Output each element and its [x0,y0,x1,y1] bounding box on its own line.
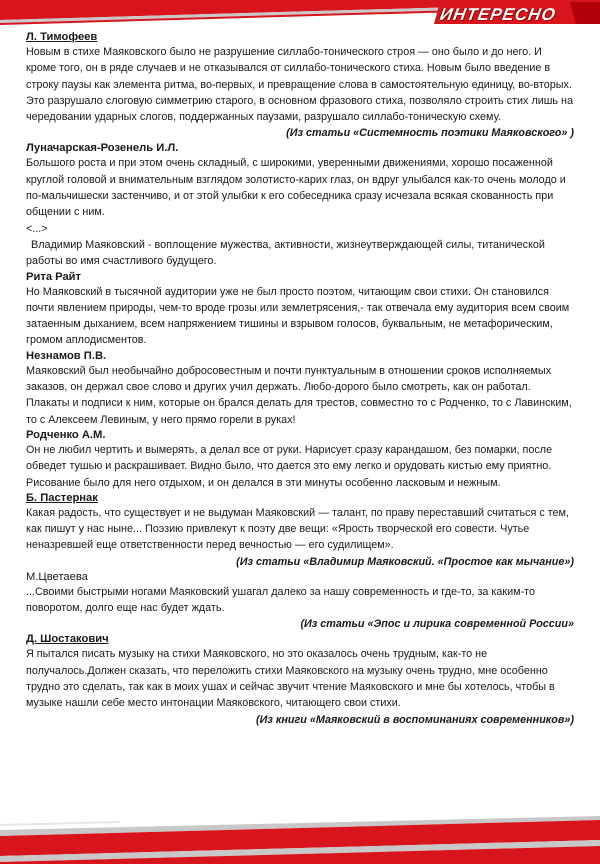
article-body [26,30,574,728]
footer-stripes [0,810,600,864]
quote-tsvetaeva: ...Своими быстрыми ногами Маяковский ушагал далеко за нашу современность и где-то, за каким-то поворотом, долго еще нас будет ждать. [26,585,535,615]
author-shostakovich: Д. Шостакович [26,633,109,646]
quote-rodchenko: Он не любил чертить и вымерять, а делал все от руки. Нарисует сразу карандашом, без помарки, после обведет тушью и раскрашивает. Видно было, что дается это ему легко и орудовать кистью ему приятно. Рисование было для него отдыхом, и он делался в эти минуты особенно ласковым и нежным. [26,443,553,489]
author-rita-rait: Рита Райт [26,270,82,283]
author-lunacharskaya: Луначарская-Розенель И.Л. [26,142,179,155]
quote-timofeev: Новым в стихе Маяковского было не разрушение силлабо-тонического строя — оно было и до него. И кроме того, он в ряде случаев и не отказывался от силлабо-тонического стиха. Новым было введение в строку паузы как элемента ритма, во-первых, и превращение слова в самостоятельную единицу, во-вторых. Это разрушало слоговую симметрию старого, в основном фразового стиха, позволяло строить стих лишь на чередовании ударных слогов, поддержанных паузами, разрушало силлабо-тоническую схему. [26,46,574,124]
source-timofeev: (Из статьи «Системность поэтики Маяковского» ) [286,127,574,140]
author-timofeev: Л. Тимофеев [26,31,98,43]
quote-shostakovich: Я пытался писать музыку на стихи Маяковского, но это оказалось очень трудным, как-то не получалось.Должен сказать, что переложить стихи Маяковского на музыку очень трудно, мне особенно трудно это сделать, так как в моих ушах и сейчас звучит чтение Маяковского и мне бы хотелось, чтобы в музыке нашли себе место интонации Маяковского, читающего свои стихи. [26,648,555,710]
header-band [0,0,600,26]
author-tsvetaeva: М.Цветаева [26,570,88,583]
quote-rita-rait: Но Маяковский в тысячной аудитории уже не был просто поэтом, читающим свои стихи. Он становился почти явлением природы, чем-то вроде грозы или землетрясения,- так отвечала ему аудитория всем своим затаенным дыханием, всем напряжением тишины и взрывом голосов, буквальным, не метафорическим, громом аплодисментов. [26,285,570,347]
quote-lunacharskaya-ellipsis: <...> [26,222,48,235]
quote-lunacharskaya-1: Большого роста и при этом очень складный, с широкими, уверенными движениями, хорошо посаженной круглой головой и внимательным взглядом золотисто-карих глаз, он вдруг улыбался как-то очень молодо и по-мальчишески застенчиво, и от этой улыбки к его собеседника сразу исчезала всякая скованность при общении с ним. [26,157,566,219]
source-pasternak: (Из статьи «Владимир Маяковский. «Простое как мычание») [236,555,574,568]
quote-neznamov: Маяковский был необычайно добросовестным и почти пунктуальным в отношении сроков исполняемых заказов, он держал свое слово и других учил держать. Любо-дорого было смотреть, как он работал. Плакаты и подписи к ним, которые он брался делать для трестов, совместно то с Родченко, то с Лавинским, то с Алексеем Левиным, у него прямо горели в руках! [26,364,572,426]
author-pasternak: Б. Пастернак [26,491,98,504]
author-neznamov: Незнамов П.В. [26,349,107,362]
quote-pasternak: Какая радость, что существует и не выдуман Маяковский — талант, по праву переставший считаться с тем, как пишут у нас ныне... Поэзию привлекут к поэту две вещи: «Ярость творческой его совести. Чутье неназревшей еще ответственности перед вечностью — его судилищем». [26,506,569,552]
quote-lunacharskaya-2: Владимир Маяковский - воплощение мужества, активности, жизнеутверждающей силы, титанической работы во имя счастливого будущего. [26,238,545,268]
footer-band [0,810,600,864]
header-badge: ИНТЕРЕСНО [438,5,558,24]
source-tsvetaeva: (Из статьи «Эпос и лирика современной России» [300,618,574,631]
author-rodchenko: Родченко А.М. [26,428,106,441]
source-shostakovich: (Из книги «Маяковский в воспоминаниях современников») [256,713,574,726]
